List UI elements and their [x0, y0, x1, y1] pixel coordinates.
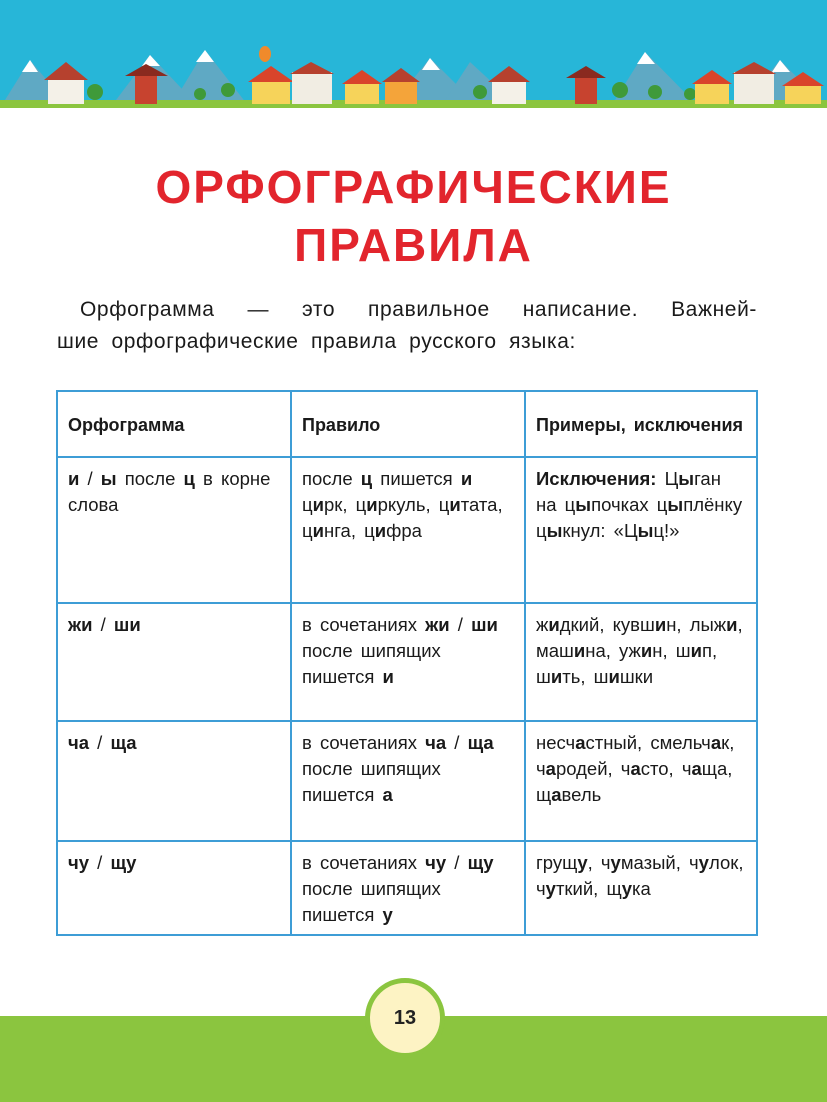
cell-examples: жидкий, кувшин, лыжи, машина, ужин, шип, шить, шишки [525, 603, 757, 721]
table-row [57, 603, 757, 721]
table-header-row [57, 391, 757, 457]
intro-text-line-2: шие орфографические правила русского языка: [57, 330, 576, 353]
cell-examples: несчастный, смельчак, чародей, часто, чаща, щавель [525, 721, 757, 841]
page-title-line-2: ПРАВИЛА [294, 219, 533, 271]
intro-text-line-1: Орфограмма — это правильное написание. Важней- [80, 298, 757, 321]
cell-examples: грущу, чумазый, чулок, чуткий, щука [525, 841, 757, 935]
cell-examples: Исключения: Цыган на цыпочках цыплёнку цыкнул: «Цыц!» [525, 457, 757, 603]
header-spelling: Орфограмма [57, 391, 291, 457]
cell-spelling: чу / щу [57, 841, 291, 935]
header-examples: Примеры, исключения [525, 391, 757, 457]
table-row [57, 841, 757, 935]
cell-rule: в сочетаниях жи / ши после шипящих пишется и [291, 603, 525, 721]
header-rule: Правило [291, 391, 525, 457]
cell-spelling: ча / ща [57, 721, 291, 841]
table-row [57, 721, 757, 841]
cell-spelling: и / ы после ц в корне слова [57, 457, 291, 603]
page-number-badge: 13 [365, 978, 445, 1058]
spelling-rules-table [56, 390, 758, 936]
table-row [57, 457, 757, 603]
cell-spelling: жи / ши [57, 603, 291, 721]
cell-rule: в сочетаниях ча / ща после шипящих пишется а [291, 721, 525, 841]
village-banner-illustration [0, 0, 827, 108]
cell-rule: после ц пишется и цирк, циркуль, цитата, цинга, цифра [291, 457, 525, 603]
page-title-line-1: ОРФОГРАФИЧЕСКИЕ [155, 161, 672, 213]
cell-rule: в сочетаниях чу / щу после шипящих пишется у [291, 841, 525, 935]
